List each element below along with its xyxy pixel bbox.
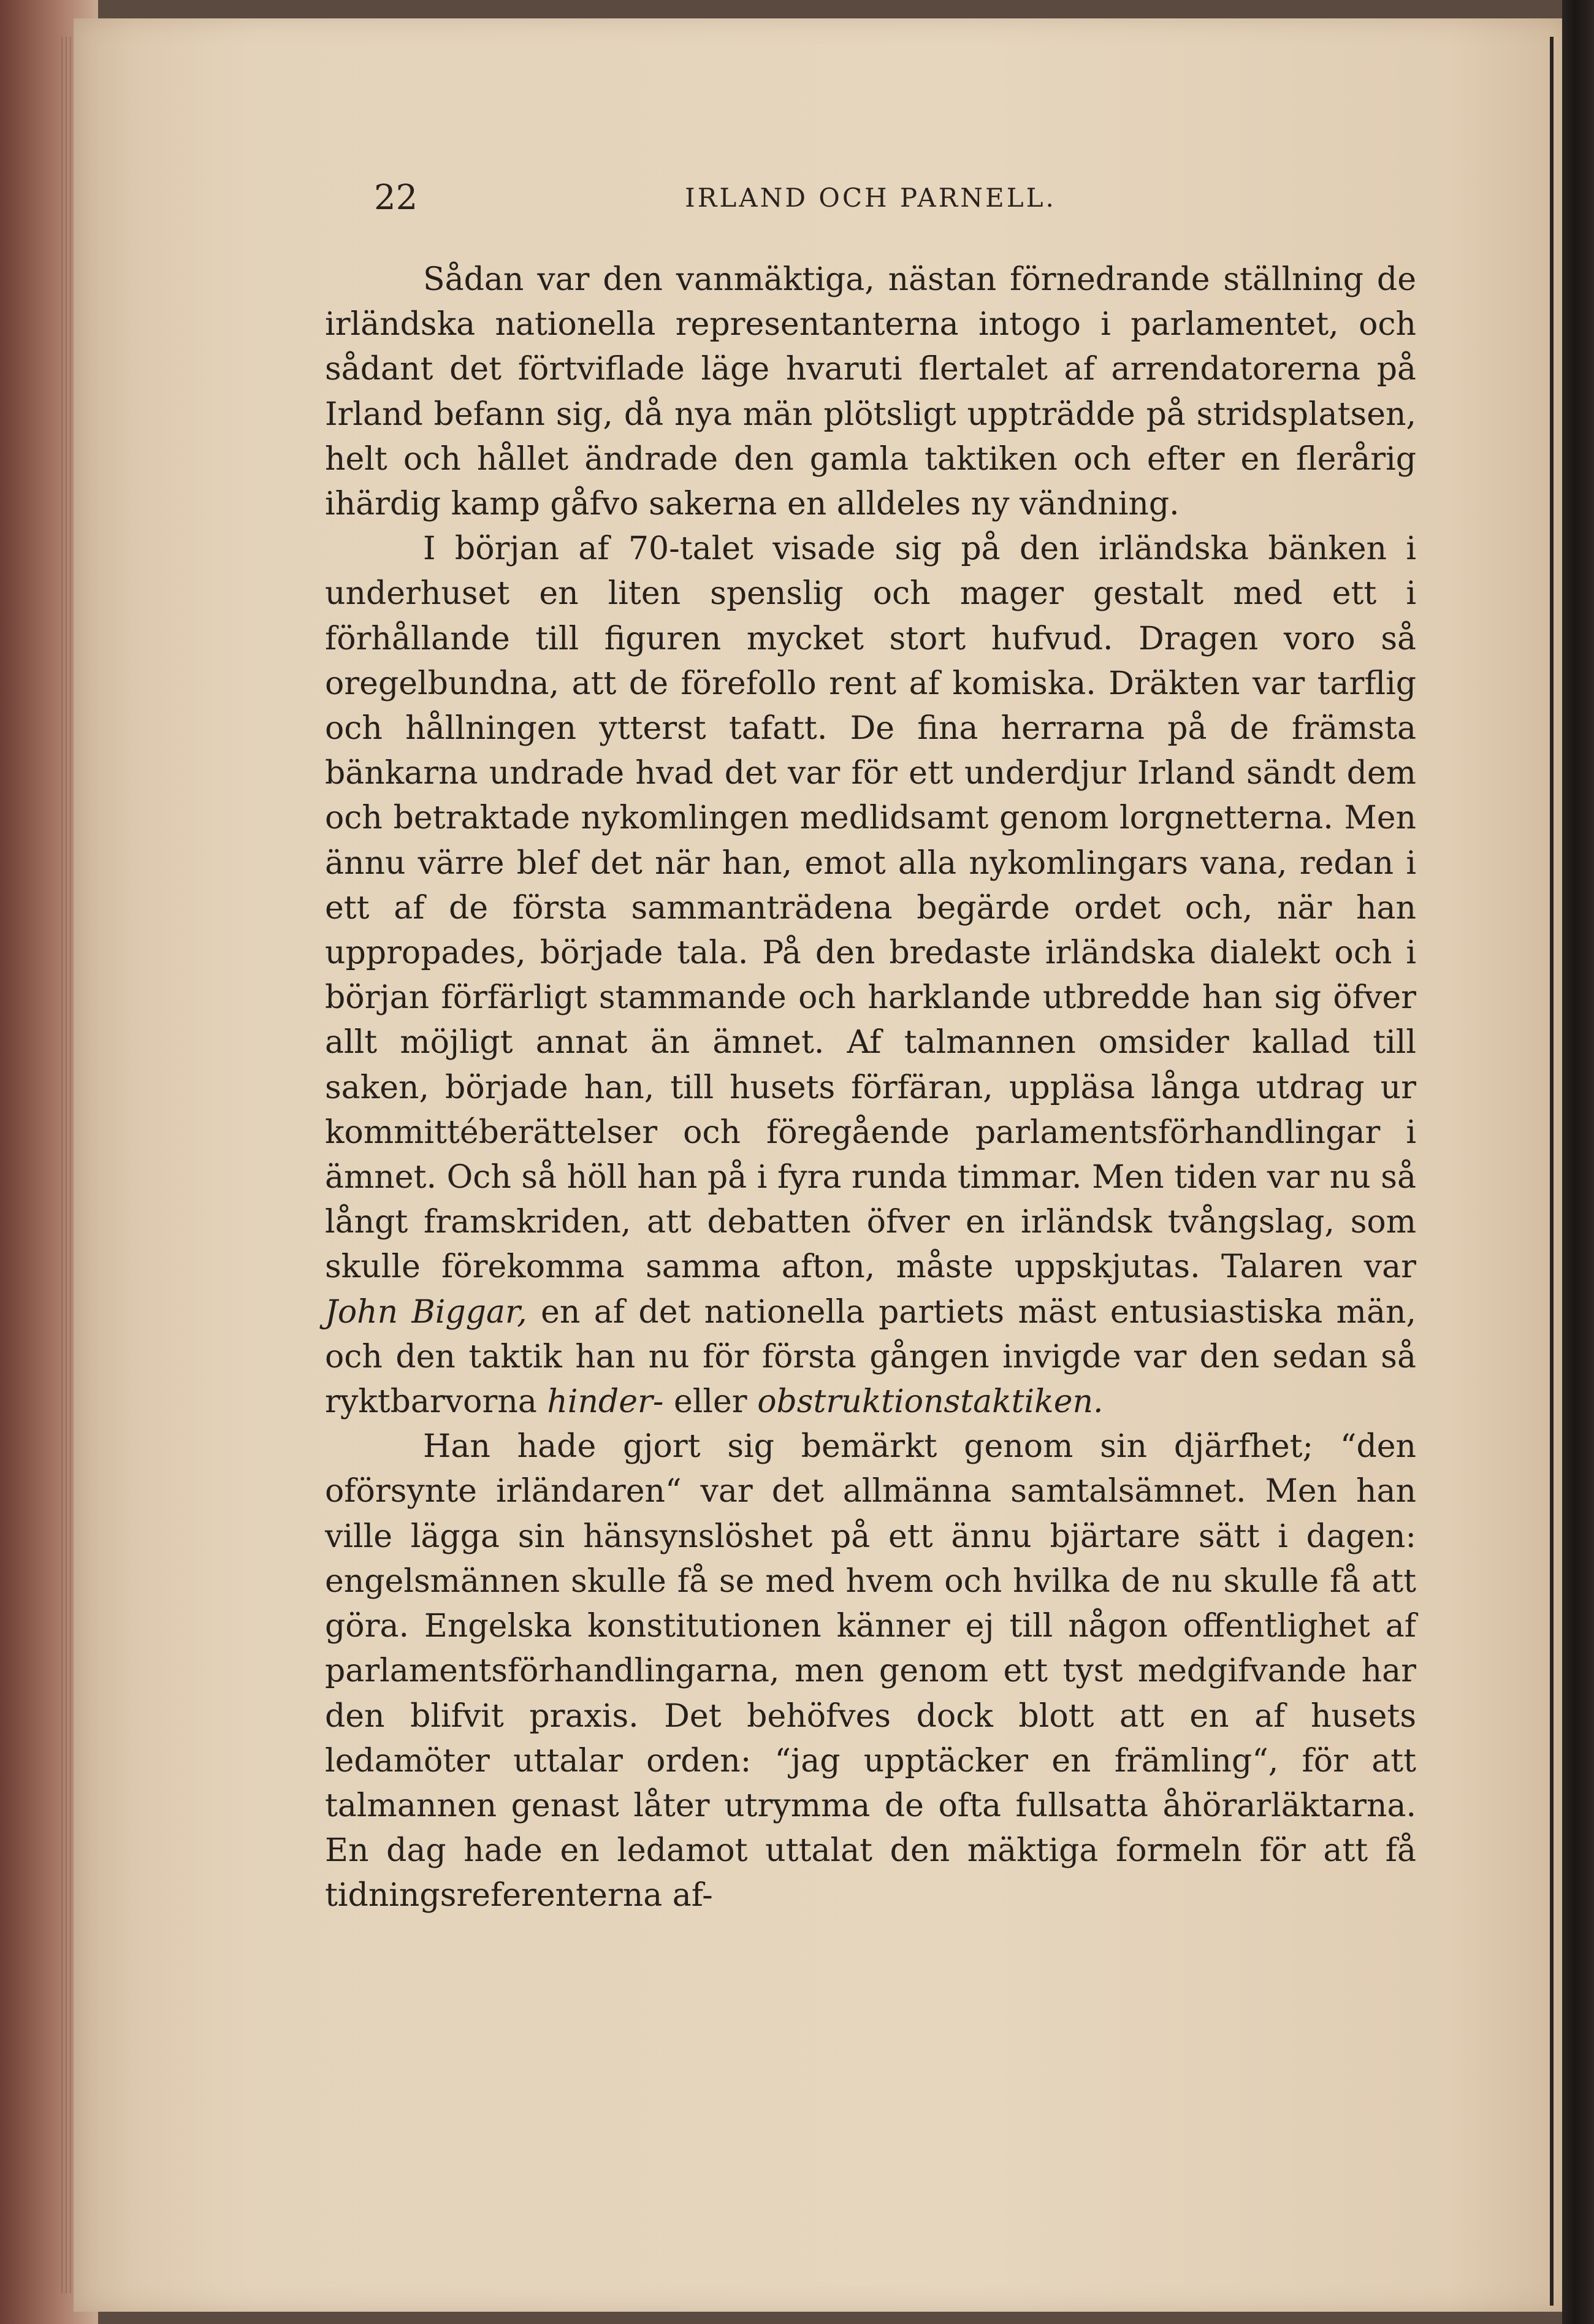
paragraph-2-text-a: I början af 70-talet visade sig på den irländska bänken i underhuset en liten spenslig och mager gestalt med ett i förhållande till figuren mycket stort hufvud. Dragen voro så oregelbundna, att de förefollo rent af komiska. Dräkten var tarflig och hållningen ytterst tafatt. De fina herrarna på de främsta bänkarna undrade hvad det var för ett underdjur Irland sändt dem och betraktade nykomlingen medlidsamt genom lorgnetterna. Men ännu värre blef det när han, emot alla nykomlingars vana, redan i ett af de första sammanträdena begärde ordet och, när han uppropades, började tala. På den bredaste irländska dialekt och i början förfärligt stammande och harklande utbredde han sig öfver allt möjligt annat än ämnet. Af talmannen omsider kallad till saken, började han, till husets förfäran, uppläsa långa utdrag ur kommittéberättelser och föregående parlamentsförhandlingar i ämnet. Och så höll han på i fyra runda timmar. Men tiden var nu så långt framskriden, att debatten öfver en irländsk tvångslag, som skulle förekomma samma afton, måste uppskjutas. Talaren var: [325, 530, 1416, 1286]
term-hinder: hinder-: [547, 1383, 664, 1421]
paragraph-2-text-b: en af det nationella partiets mäst entusiastiska män, och den taktik han nu för första gången invigde var den sedan så ryktbarvorna: [325, 1293, 1416, 1421]
paragraph-3: Han hade gjort sig bemärkt genom sin djärfhet; “den oförsynte irländaren“ var det allmänna samtalsämnet. Men han ville lägga sin hänsynslöshet på ett ännu bjärtare sätt i dagen: engelsmännen skulle få se med hvem och hvilka de nu skulle få att göra. Engelska konstitutionen känner ej till någon offentlighet af parlamentsförhandlingarna, men genom ett tyst medgifvande har den blifvit praxis. Det behöfves dock blott att en af husets ledamöter uttalar orden: “jag upptäcker en främling“, för att talmannen genast låter utrymma de ofta fullsatta åhörarläktarna. En dag hade en ledamot uttalat den mäktiga formeln för att få tidningsreferenterna af-: [325, 1428, 1416, 1914]
page-number: 22: [374, 178, 418, 218]
person-name: John Biggar,: [325, 1293, 527, 1331]
paragraph-1: Sådan var den vanmäktiga, nästan förnedrande ställning de irländska nationella representanterna intogo i parlamentet, och sådant det förtviflade läge hvaruti flertalet af arrendatorerna på Irland befann sig, då nya män plötsligt uppträdde på stridsplatsen, helt och hållet ändrade den gamla taktiken och efter en flerårig ihärdig kamp gåfvo sakerna en alldeles ny vändning.: [325, 261, 1416, 523]
body-text: [325, 258, 1416, 1919]
book-binding: [1562, 0, 1594, 2324]
paragraph-2: [325, 527, 1416, 1424]
running-head: IRLAND OCH PARNELL.: [685, 183, 1056, 213]
paragraph-2-text-c: eller: [674, 1383, 747, 1421]
page-header: [325, 178, 1416, 227]
binding-shadow: [1550, 37, 1554, 2306]
term-obstruktion: obstruktionstaktiken.: [757, 1383, 1104, 1421]
